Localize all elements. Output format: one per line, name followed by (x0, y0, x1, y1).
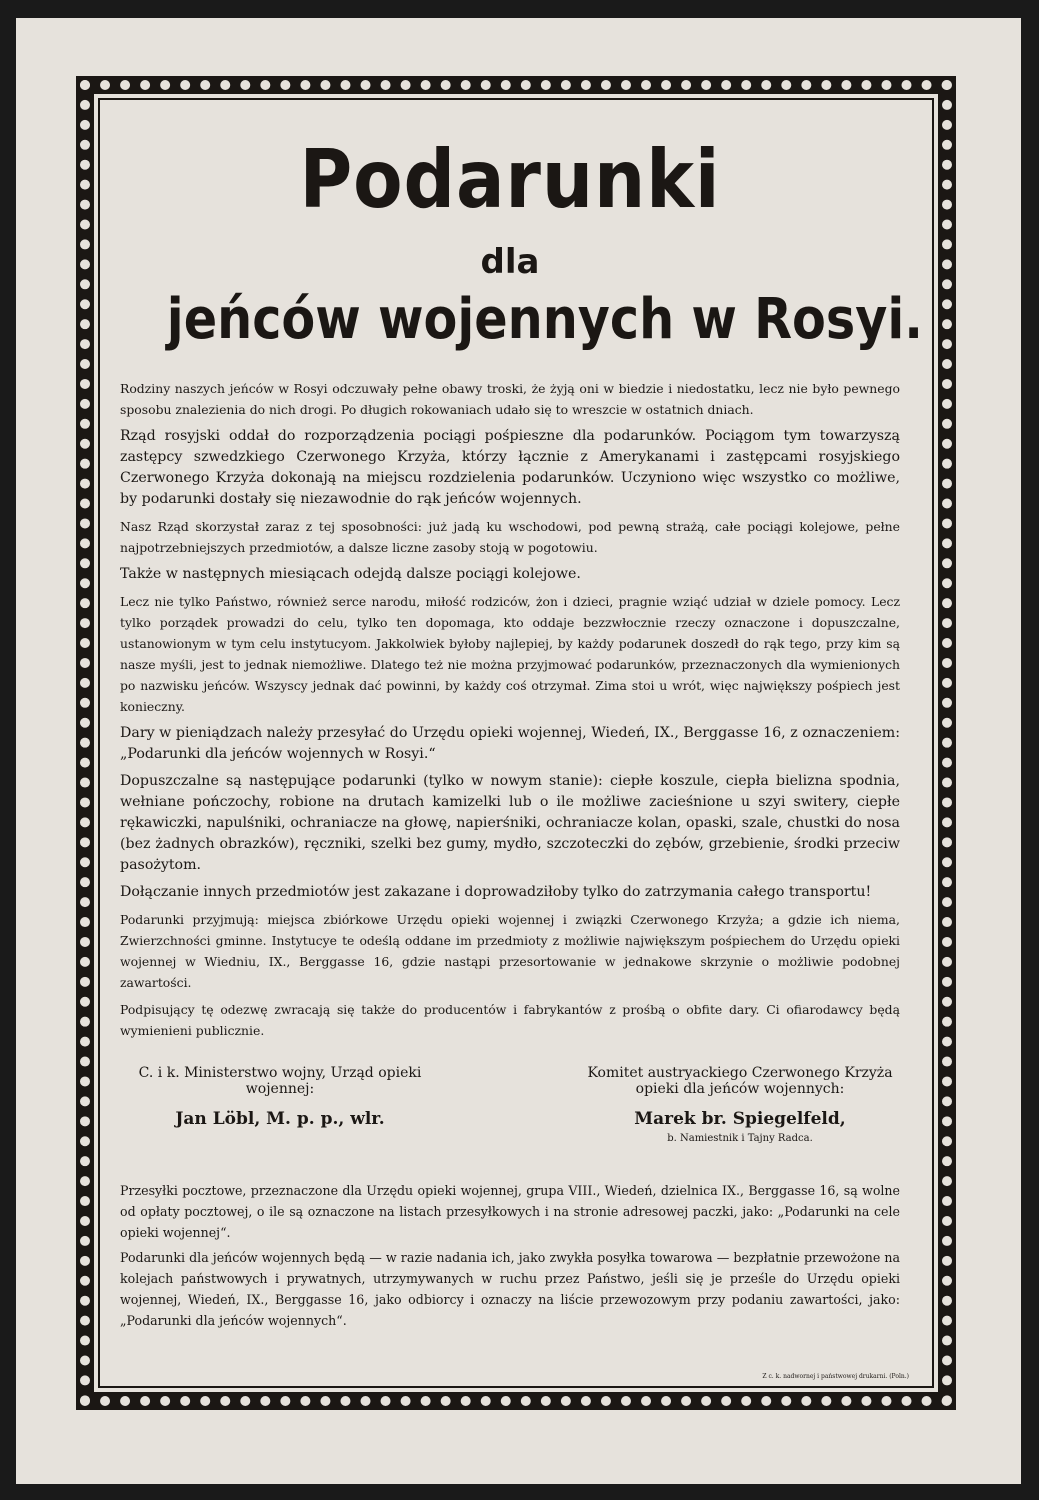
poster-content (120, 133, 923, 1335)
paragraph-7: Dopuszczalne są następujące podarunki (tylko w nowym stanie): ciepłe koszule, ciepła bielizna spodnia, wełniane pończochy, robione na drutach kamizelki lub o ile możliwe zacieśnione u szyi switery, ciepłe rękawiczki, napulśniki, ochraniacze na głowę, napierśniki, ochraniacze kolan, opaski, szale, chustki do nosa (bez żadnych obrazków), ręczniki, szelki bez gumy, mydło, szczoteczki do zębów, grzebienie, środki przeciw pasożytom. (120, 773, 900, 873)
left-org: C. i k. Ministerstwo wojny, Urząd opieki wojennej: (138, 1065, 422, 1097)
signature-left (120, 1065, 440, 1144)
paragraph-4: Także w następnych miesiącach odejdą dalsze pociągi kolejowe. (120, 566, 581, 582)
postal-section (120, 1180, 900, 1331)
paragraph-8: Dołączanie innych przedmiotów jest zakazane i doprowadziłoby tylko do zatrzymania całego transportu! (120, 884, 872, 900)
right-note: b. Namiestnik i Tajny Radca. (667, 1133, 813, 1144)
right-name: Marek br. Spiegelfeld, (634, 1109, 846, 1129)
paragraph-1: Rodziny naszych jeńców w Rosyi odczuwały pełne obawy troski, że żyją oni w biedzie i niedostatku, lecz nie było pewnego sposobu znalezienia do nich drogi. Po długich rokowaniach udało się to wreszcie w ostatnich dniach. (120, 381, 900, 417)
paragraph-6: Dary w pieniądzach należy przesyłać do Urzędu opieki wojennej, Wiedeń, IX., Berggasse 16, z oznaczeniem: „Podarunki dla jeńców wojennych w Rosyi.“ (120, 725, 900, 762)
paragraph-2: Rząd rosyjski oddał do rozporządzenia pociągi pośpieszne dla podarunków. Pociągom tym towarzyszą zastępcy szwedzkiego Czerwonego Krzyża, którzy łącznie z Amerykanami i zastępcami rosyjskiego Czerwonego Krzyża dokonają na miejscu rozdzielenia podarunków. Uczyniono więc wszystko co możliwe, by podarunki dostały się niezawodnie do rąk jeńców wojennych. (120, 428, 900, 507)
postal-2: Podarunki dla jeńców wojennych będą — w razie nadania ich, jako zwykła posyłka towarowa — bezpłatnie przewożone na kolejach państwowych i prywatnych, utrzymywanych w ruchu przez Państwo, jeśli się je prześle do Urzędu opieki wojennej, Wiedeń, IX., Berggasse 16, jako odbiorcy i oznaczy na liście przewozowym przy podaniu zawartości, jako: „Podarunki dla jeńców wojennych“. (120, 1250, 900, 1328)
paragraph-9: Podarunki przyjmują: miejsca zbiórkowe Urzędu opieki wojennej i związki Czerwonego Krzyża; a gdzie ich niema, Zwierzchności gminne. Instytucye te odeślą oddane im przedmioty z możliwie największym pośpiechem do Urzędu opieki wojennej w Wiedniu, IX., Berggasse 16, gdzie nastąpi przesortowanie w jednakowe skrzynie o możliwie podobnej zawartości. (120, 912, 900, 990)
poster-subtitle: jeńców wojennych w Rosyi. (166, 287, 923, 352)
right-org: Komitet austryackiego Czerwonego Krzyża opieki dla jeńców wojennych: (587, 1065, 893, 1097)
poster-title: Podarunki (299, 133, 721, 226)
poster-dla: dla (480, 242, 540, 282)
left-name: Jan Löbl, M. p. p., wlr. (175, 1109, 385, 1129)
printer-credit: Z c. k. nadwornej i państwowej drukarni. (Poln.) (762, 1373, 909, 1380)
postal-1: Przesyłki pocztowe, przeznaczone dla Urzędu opieki wojennej, grupa VIII., Wiedeń, dzielnica IX., Berggasse 16, są wolne od opłaty pocztowej, o ile są oznaczone na listach przesyłkowych i na stronie adresowej paczki, jako: „Podarunki na cele opieki wojennej“. (120, 1183, 900, 1240)
paragraph-3: Nasz Rząd skorzystał zaraz z tej sposobności: już jadą ku wschodowi, pod pewną strażą, całe pociągi kolejowe, pełne najpotrzebniejszych przedmiotów, a dalsze liczne zasoby stoją w pogotowiu. (120, 519, 900, 555)
signatures (120, 1065, 900, 1144)
poster-body (120, 378, 900, 1041)
paragraph-5: Lecz nie tylko Państwo, również serce narodu, miłość rodziców, żon i dzieci, pragnie wziąć udział w dziele pomocy. Lecz tylko porządek prowadzi do celu, tylko ten dopomaga, kto oddaje bezzwłocznie rzeczy oznaczone i dopuszczalne, ustanowionym w tym celu instytucyom. Jakkolwiek byłoby najlepiej, by każdy podarunek doszedł do rąk tego, przy kim są nasze myśli, jest to jednak niemożliwe. Dlatego też nie można przyjmować podarunków, przeznaczonych dla wymienionych po nazwisku jeńców. Wszyscy jednak dać powinni, by każdy coś otrzymał. Zima stoi u wrót, więc największy pośpiech jest konieczny. (120, 594, 900, 714)
paragraph-10: Podpisujący tę odezwę zwracają się także do producentów i fabrykantów z prośbą o obfite dary. Ci ofiarodawcy będą wymienieni publicznie. (120, 1002, 900, 1038)
signature-right (580, 1065, 900, 1144)
